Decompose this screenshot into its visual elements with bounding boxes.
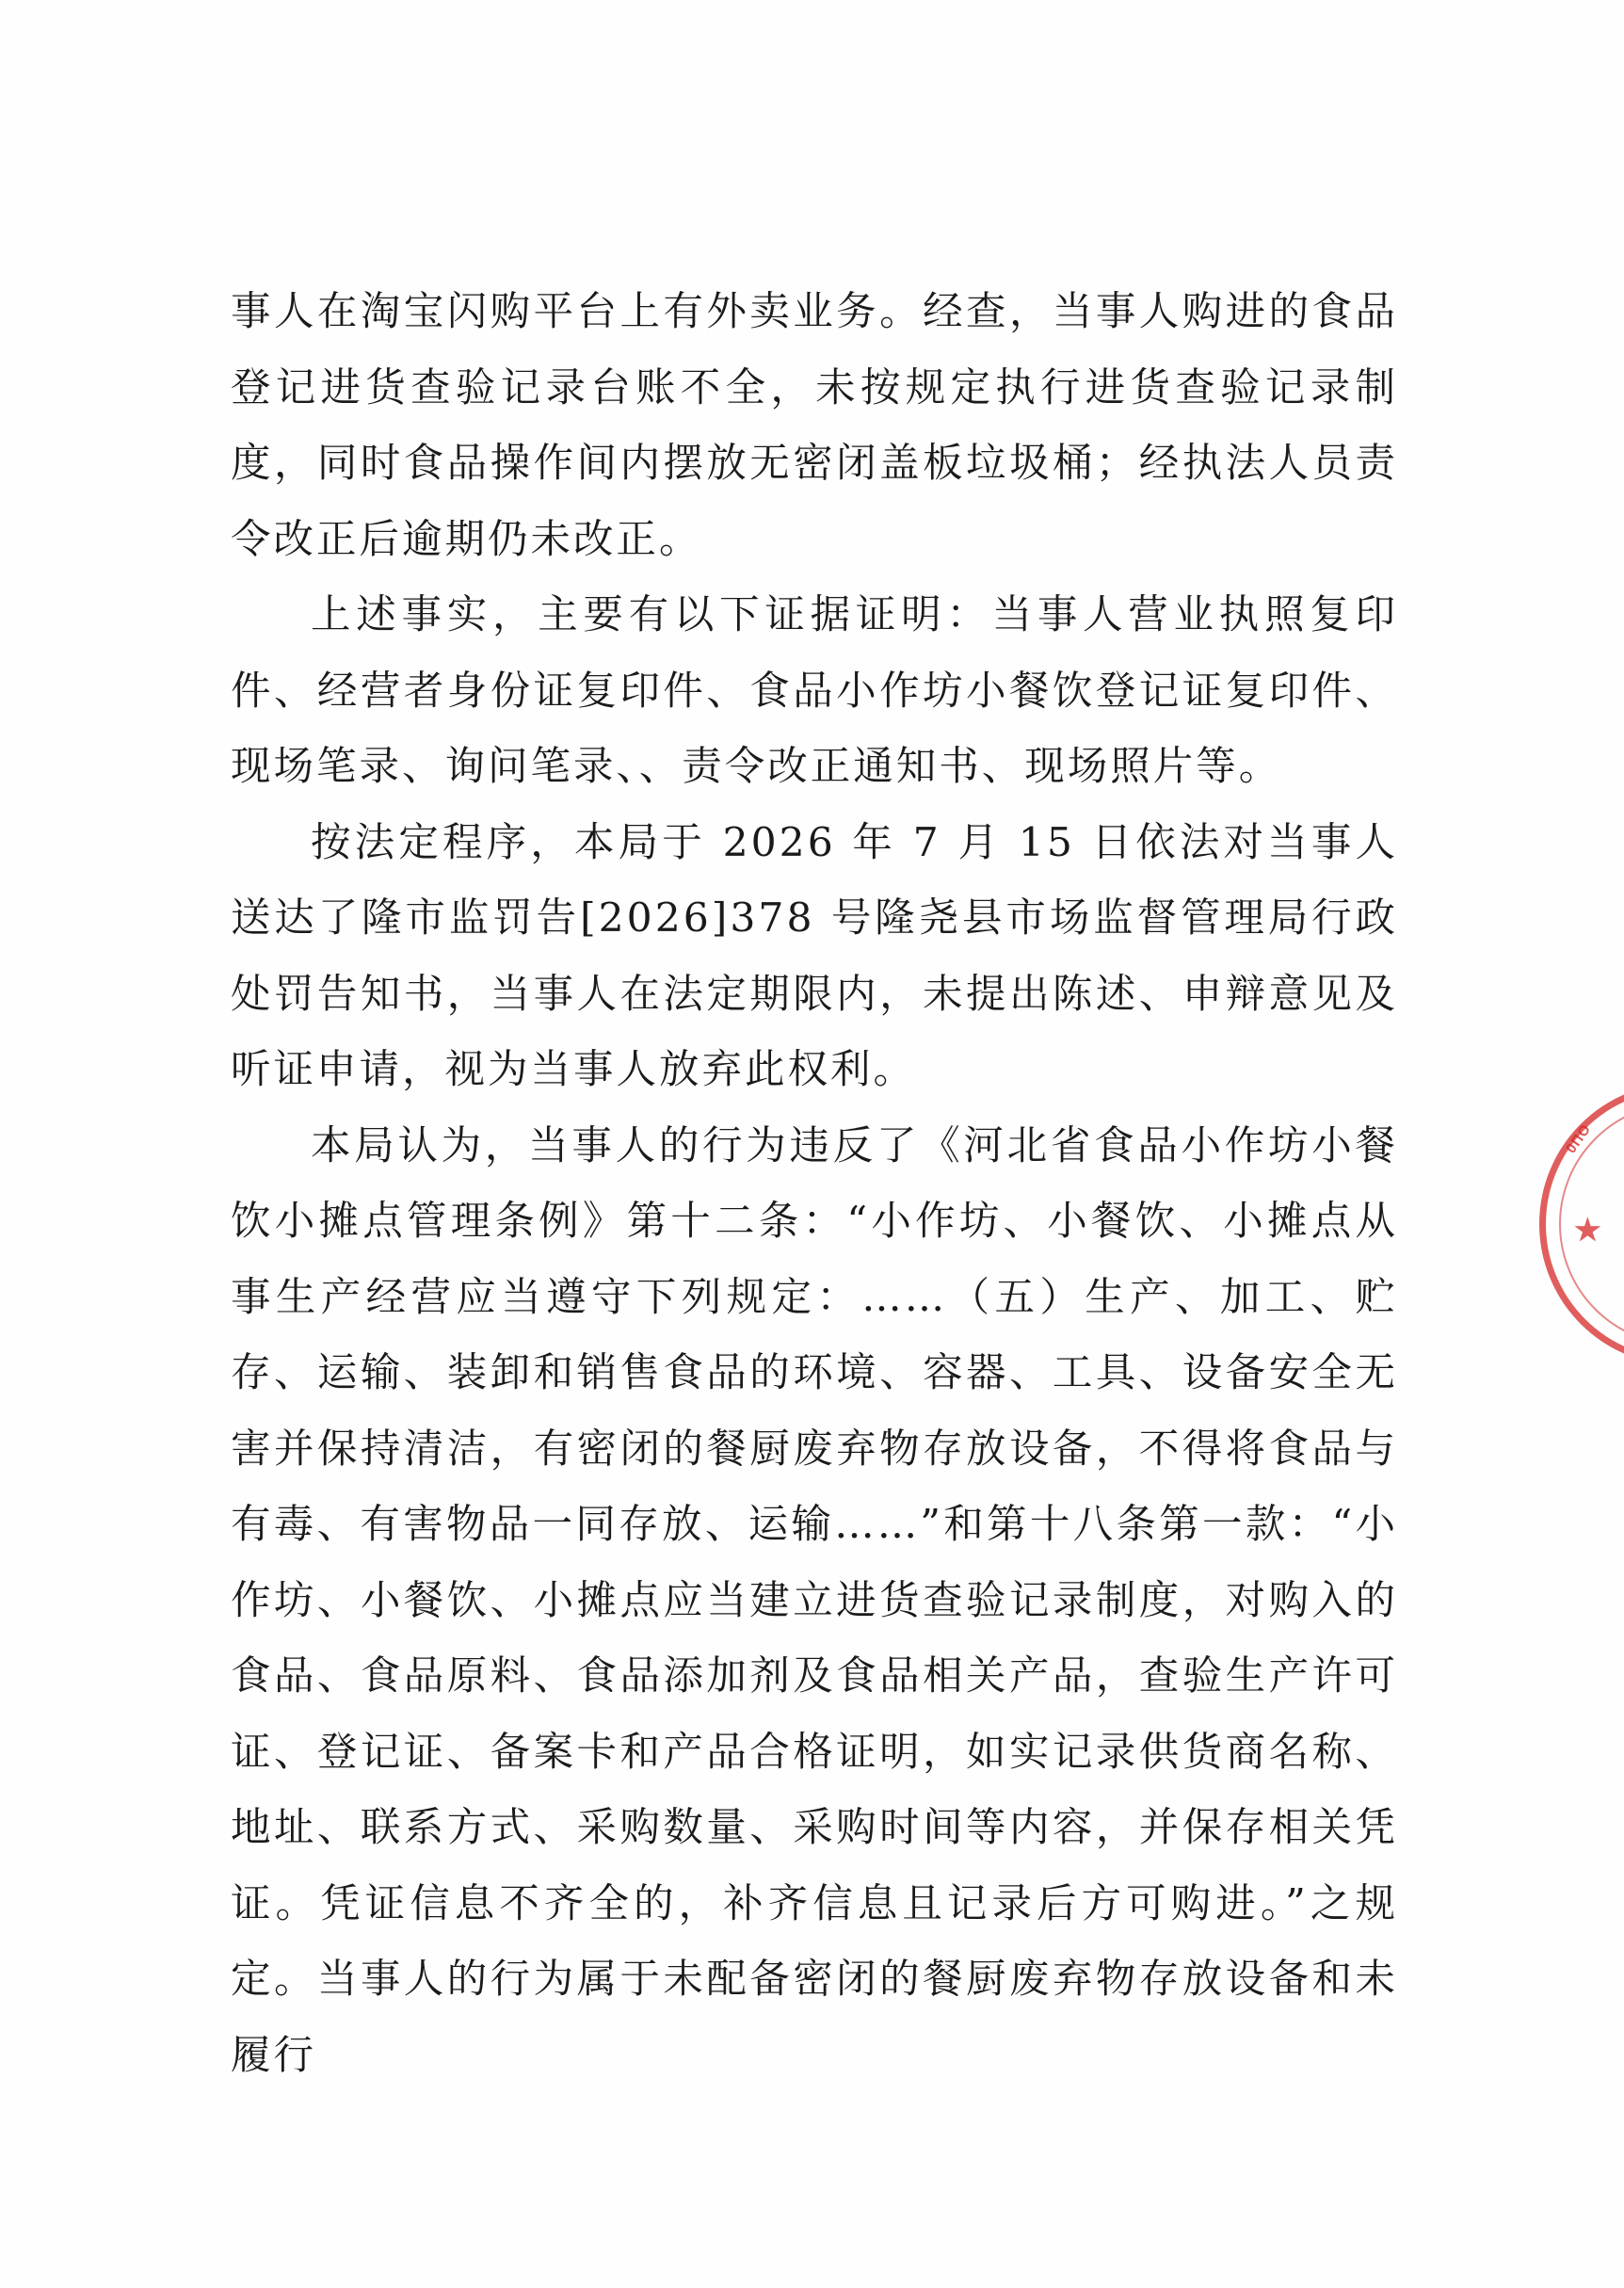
paragraph-procedure: 按法定程序，本局于 2026 年 7 月 15 日依法对当事人送达了隆市监罚告[2026]378 号隆尧县市场监督管理局行政处罚告知书，当事人在法定期限内，未提出陈述、申辩意见及听证申请，视为当事人放弃此权利。 <box>231 819 1398 1093</box>
document-body <box>231 275 1398 2094</box>
seal-star-mark: ★ <box>1574 1212 1601 1248</box>
paragraph-evidence: 上述事实，主要有以下证据证明：当事人营业执照复印件、经营者身份证复印件、食品小作坊小餐饮登记证复印件、现场笔录、询问笔录、、责令改正通知书、现场照片等。 <box>231 592 1398 790</box>
seal-code-text: 0ПО <box>1563 1120 1595 1157</box>
official-seal-partial <box>1539 1083 1624 1365</box>
paragraph-finding: 本局认为，当事人的行为违反了《河北省食品小作坊小餐饮小摊点管理条例》第十二条：“小作坊、小餐饮、小摊点从事生产经营应当遵守下列规定：……（五）生产、加工、贮存、运输、装卸和销售食品的环境、容器、工具、设备安全无害并保持清洁，有密闭的餐厨废弃物存放设备，不得将食品与有毒、有害物品一同存放、运输……”和第十八条第一款：“小作坊、小餐饮、小摊点应当建立进货查验记录制度，对购入的食品、食品原料、食品添加剂及食品相关产品，查验生产许可证、登记证、备案卡和产品合格证明，如实记录供货商名称、地址、联系方式、采购数量、采购时间等内容，并保存相关凭证。凭证信息不齐全的，补齐信息且记录后方可购进。”之规定。当事人的行为属于未配备密闭的餐厨废弃物存放设备和未履行 <box>231 1122 1398 2079</box>
paragraph-continued: 事人在淘宝闪购平台上有外卖业务。经查，当事人购进的食品登记进货查验记录台账不全，未按规定执行进货查验记录制度，同时食品操作间内摆放无密闭盖板垃圾桶；经执法人员责令改正后逾期仍未改正。 <box>231 289 1398 563</box>
